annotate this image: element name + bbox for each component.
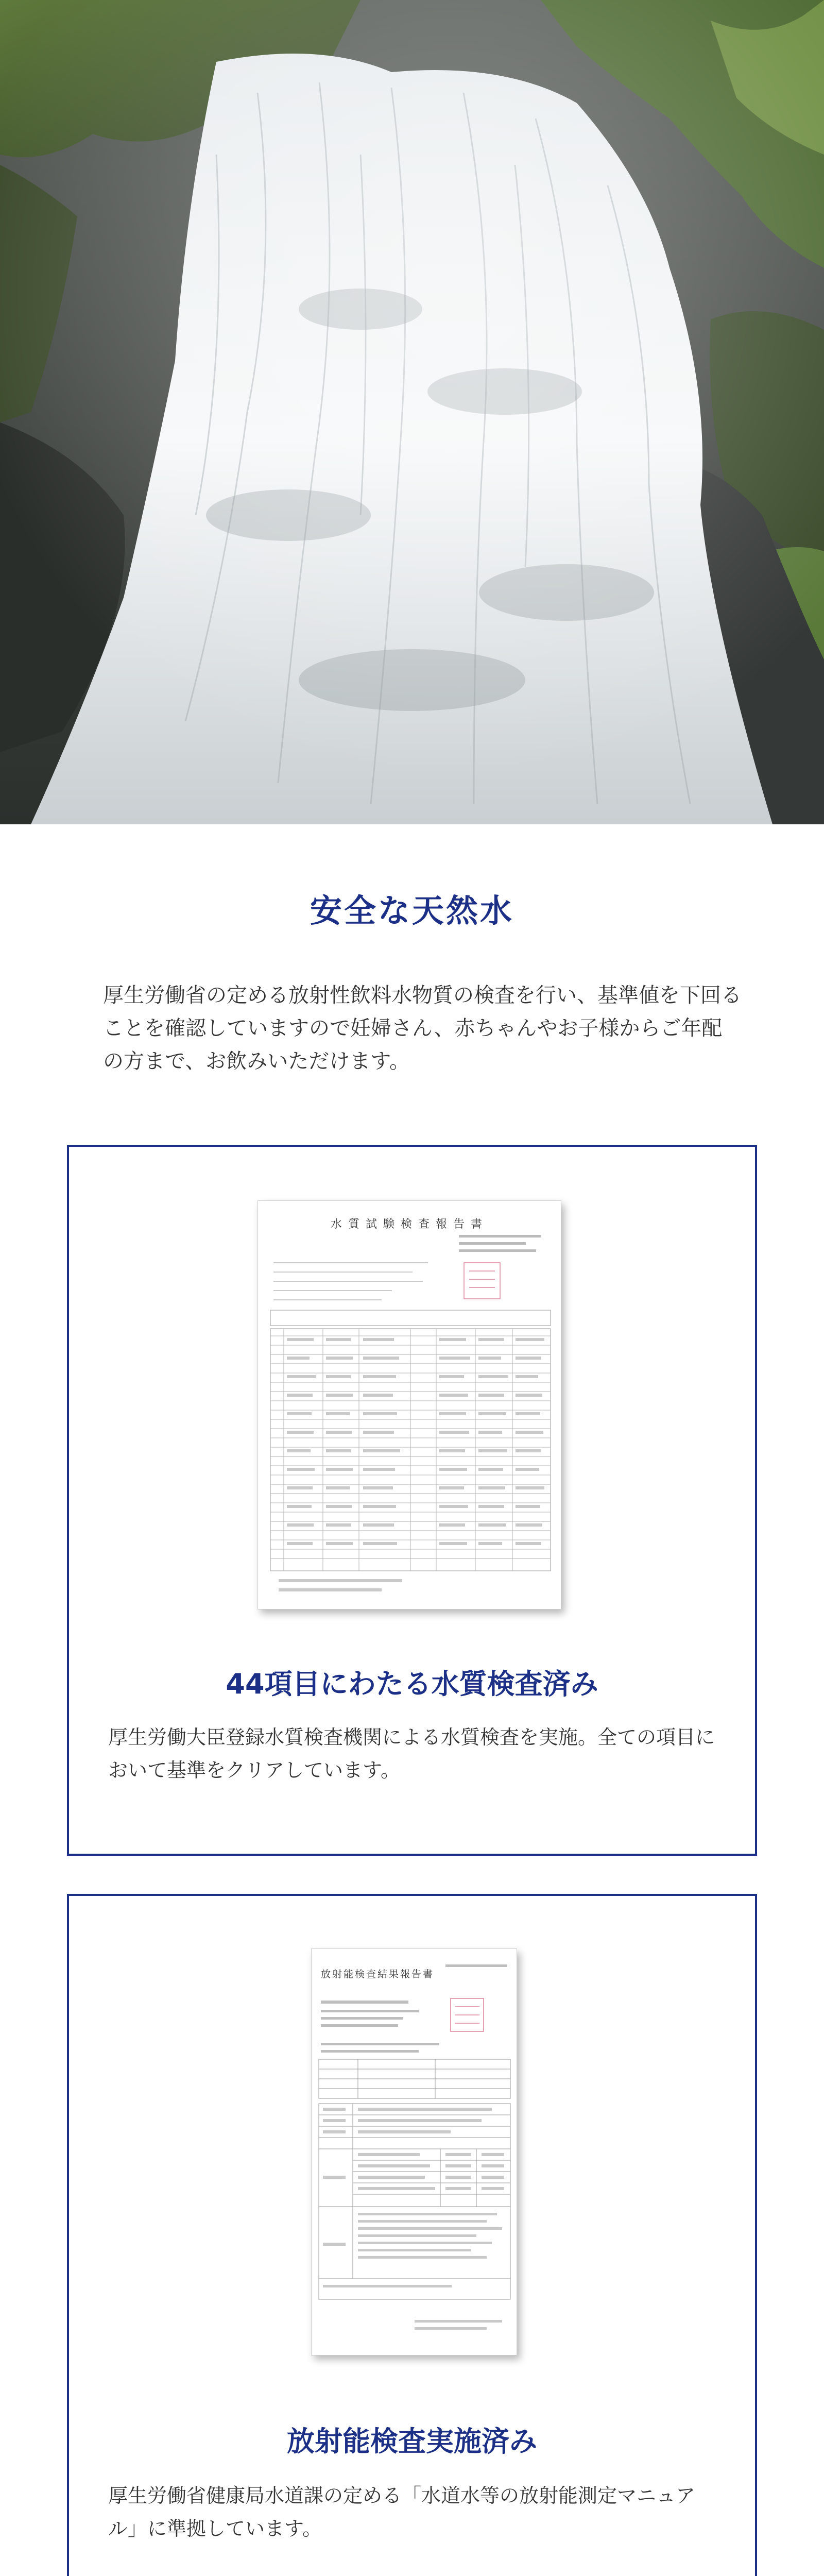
report-heading: 水質試験検査報告書: [330, 1218, 488, 1231]
report-table-graphic: [258, 1201, 561, 1609]
radioactivity-title: 放射能検査実施済み: [287, 2425, 537, 2458]
report-table-graphic: [312, 1949, 517, 2355]
water-quality-text: 厚生労働大臣登録水質検査機関による水質検査を実施。全ての項目において基準をクリアしています。: [108, 1726, 715, 1782]
waterfall-illustration: [0, 0, 824, 824]
page-title: 安全な天然水: [310, 892, 514, 929]
radioactivity-text: 厚生労働省健康局水道課の定める「水道水等の放射能測定マニュアル」に準拠しています。: [108, 2484, 696, 2540]
radioactivity-card: [67, 1894, 757, 2576]
intro-text: 厚生労働省の定める放射性飲料水物質の検査を行い、基準値を下回ることを確認していますので妊婦さん、赤ちゃんやお子様からご年配の方まで、お飲みいただけます。: [103, 984, 742, 1073]
seal-stamp: [451, 1998, 484, 2031]
water-quality-title: 44項目にわたる水質検査済み: [226, 1668, 598, 1700]
water-quality-card: [67, 1145, 757, 1856]
seal-stamp: [464, 1263, 500, 1299]
water-quality-report-image: [258, 1200, 561, 1609]
waterfall-hero-image: [0, 0, 824, 824]
radioactivity-report-image: [311, 1948, 517, 2355]
report-heading: 放射能検査結果報告書: [321, 1969, 435, 1980]
